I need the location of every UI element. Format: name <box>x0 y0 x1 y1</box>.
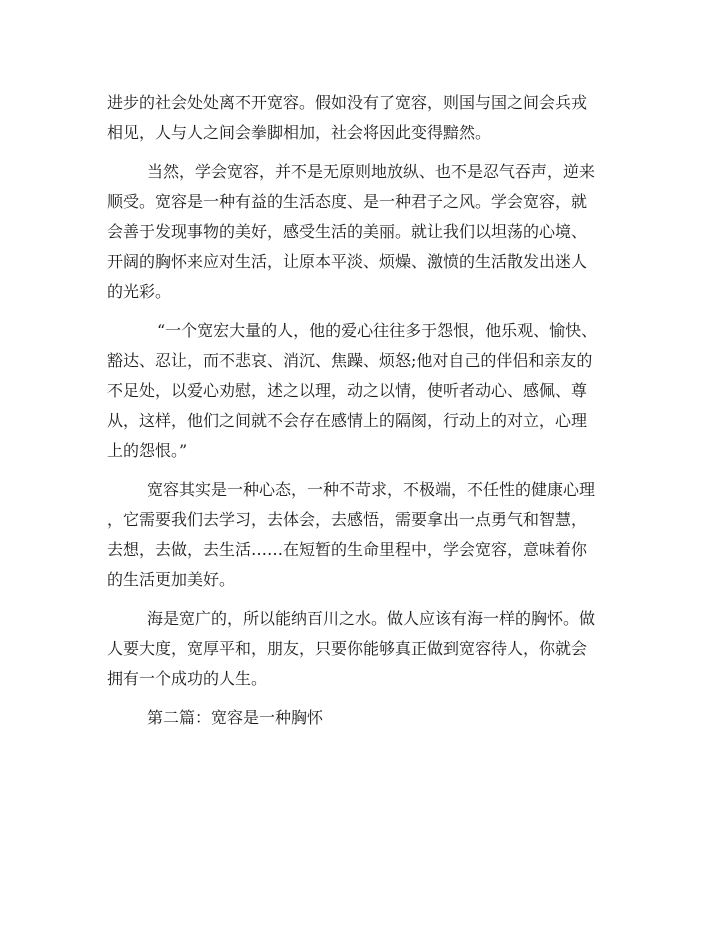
text-line: 海是宽广的，所以能纳百川之水。做人应该有海一样的胸怀。做 <box>147 609 596 628</box>
paragraph-1 <box>107 88 637 148</box>
text-line: 上的怨恨。” <box>107 441 188 460</box>
text-line: 宽容其实是一种心态，一种不苛求，不极端，不任性的健康心理 <box>147 480 596 499</box>
paragraph-2 <box>107 157 637 307</box>
text-line: 的光彩。 <box>107 282 172 301</box>
text-line: 顺受。宽容是一种有益的生活态度、是一种君子之风。学会宽容，就 <box>107 192 588 211</box>
text-line: 的生活更加美好。 <box>107 570 236 589</box>
text-line: 进步的社会处处离不开宽容。假如没有了宽容，则国与国之间会兵戎 <box>107 93 588 112</box>
text-line: ，它需要我们去学习，去体会，去感悟，需要拿出一点勇气和智慧， <box>107 510 588 529</box>
text-line: 当然，学会宽容，并不是无原则地放纵、也不是忍气吞声，逆来 <box>147 162 596 181</box>
text-line: 不足处，以爱心劝慰，述之以理，动之以情，使听者动心、感佩、尊 <box>107 381 588 400</box>
text-line: 开阔的胸怀来应对生活，让原本平淡、烦燥、激愤的生活散发出迷人 <box>107 252 588 271</box>
text-line: 相见，人与人之间会拳脚相加，社会将因此变得黯然。 <box>107 123 492 142</box>
text-line: 会善于发现事物的美好，感受生活的美丽。就让我们以坦荡的心境、 <box>107 222 588 241</box>
paragraph-4 <box>107 475 637 595</box>
paragraph-5 <box>107 604 637 694</box>
text-line: 人要大度，宽厚平和，朋友，只要你能够真正做到宽容待人，你就会 <box>107 639 588 658</box>
text-line: 从，这样，他们之间就不会存在感情上的隔阂，行动上的对立，心理 <box>107 411 588 430</box>
paragraph-3-quote <box>107 316 637 466</box>
text-line: 去想，去做，去生活……在短暂的生命里程中，学会宽容，意味着你 <box>107 540 588 559</box>
section-heading: 第二篇：宽容是一种胸怀 <box>147 708 324 727</box>
document-body <box>107 88 637 733</box>
text-line: 拥有一个成功的人生。 <box>107 669 268 688</box>
text-line: “一个宽宏大量的人，他的爱心往往多于怨恨，他乐观、愉快、 <box>157 321 598 340</box>
text-line: 豁达、忍让，而不悲哀、消沉、焦躁、烦怒;他对自己的伴侣和亲友的 <box>107 351 593 370</box>
